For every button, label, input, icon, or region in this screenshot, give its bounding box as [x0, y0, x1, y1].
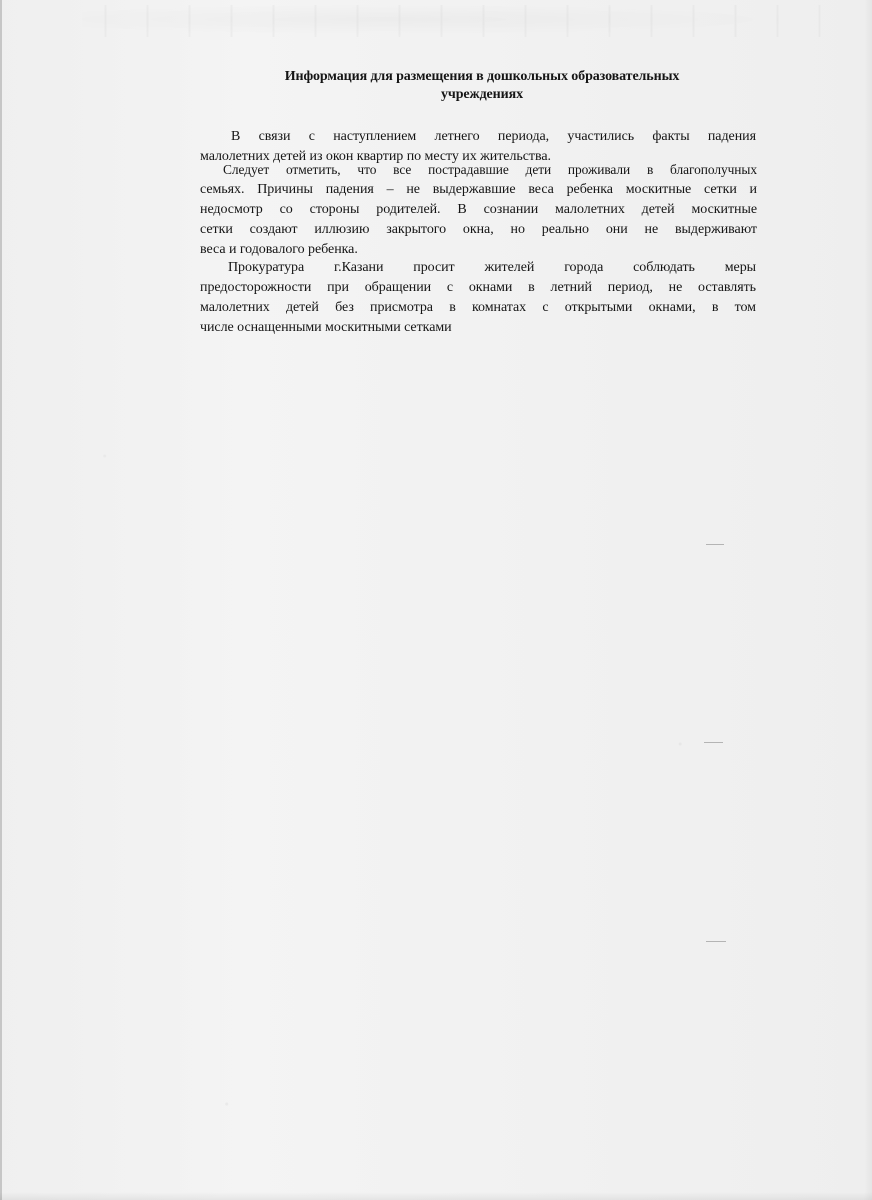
- scan-top-noise: [82, 5, 852, 37]
- paragraph-line: Следует отметить, что все пострадавшие дети проживали в благополучных: [223, 162, 757, 177]
- paragraph-line: Прокуратура г.Казани просит жителей города соблюдать меры: [228, 260, 756, 275]
- paragraph-line: недосмотр со стороны родителей. В сознании малолетних детей москитные: [200, 202, 757, 217]
- body-paragraph-3: [200, 258, 756, 338]
- paragraph-line: веса и годовалого ребенка.: [200, 242, 358, 257]
- paragraph-line: В связи с наступлением летнего периода, участились факты падения: [231, 129, 756, 144]
- paragraph-line: числе оснащенными москитными сетками: [200, 320, 452, 335]
- scan-mark: [704, 742, 723, 743]
- paragraph-line: сетки создают иллюзию закрытого окна, но реально они не выдерживают: [200, 222, 757, 237]
- paragraph-line: малолетних детей из окон квартир по месту их жительства.: [200, 149, 551, 164]
- scan-left-edge-shadow: [0, 0, 2, 1200]
- paragraph-line: семьях. Причины падения – не выдержавшие веса ребенка москитные сетки и: [200, 182, 757, 197]
- scan-right-edge-shadow: [864, 0, 872, 1200]
- document-title-line: Информация для размещения в дошкольных образовательных: [284, 69, 680, 84]
- scan-mark: [706, 941, 726, 942]
- body-paragraph-2: [200, 160, 757, 260]
- document-title-line: учреждениях: [441, 87, 523, 102]
- scan-mark: [706, 544, 724, 545]
- paragraph-line: предосторожности при обращении с окнами в летний период, не оставлять: [200, 280, 756, 295]
- scan-bottom-edge-shadow: [0, 1192, 872, 1200]
- paragraph-line: малолетних детей без присмотра в комнатах с открытыми окнами, в том: [200, 300, 756, 315]
- document-title: [242, 68, 722, 104]
